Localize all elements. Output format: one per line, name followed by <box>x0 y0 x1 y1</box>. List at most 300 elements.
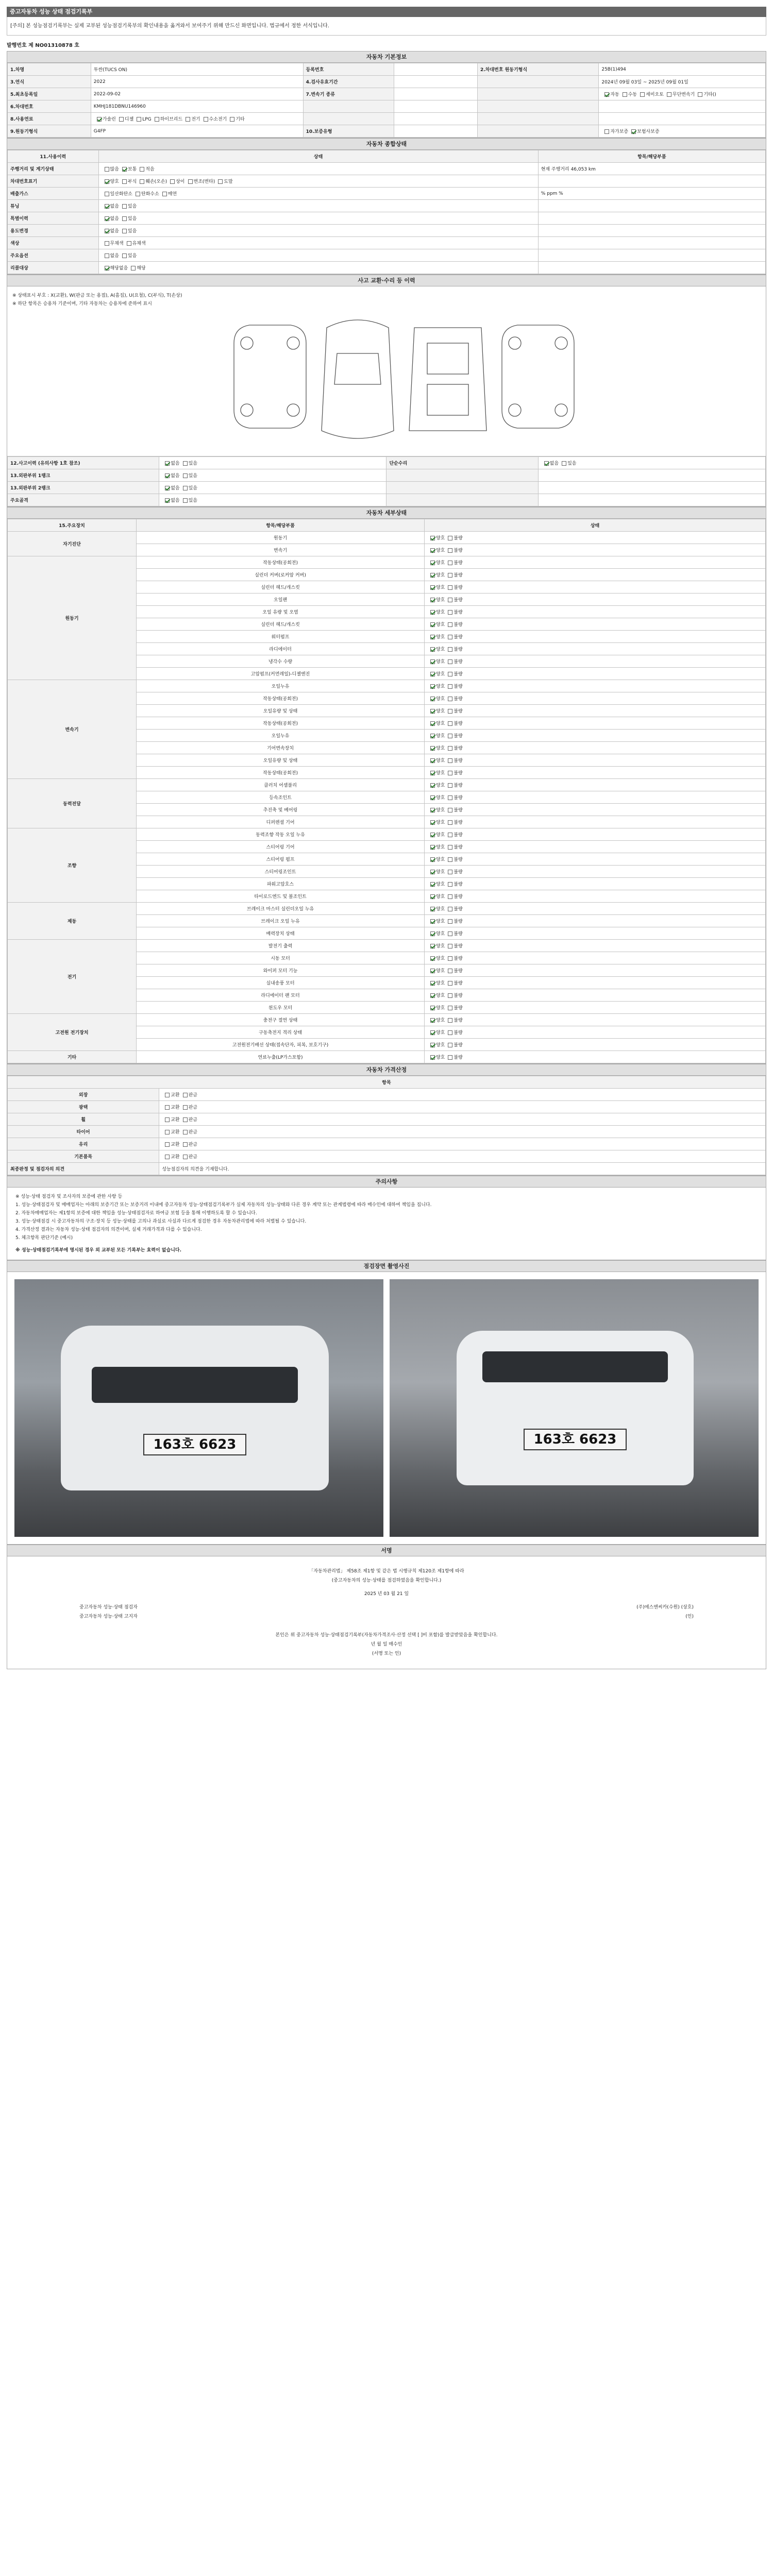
detail-status-checkbox[interactable] <box>430 1055 435 1060</box>
detail-status-checkbox[interactable] <box>430 709 435 714</box>
general-label: 특별이력 <box>8 212 99 225</box>
accident-row <box>8 494 766 506</box>
basic-info-section <box>7 51 766 138</box>
detail-status-checkbox[interactable] <box>430 734 435 738</box>
front-photo <box>14 1279 383 1537</box>
detail-status-checkbox[interactable] <box>430 585 435 590</box>
signature-section <box>7 1545 766 1669</box>
detail-status-checkbox[interactable] <box>448 882 452 887</box>
price-checkbox[interactable] <box>183 1155 188 1159</box>
basic-value-3: 2024년 09월 03일 ~ 2025년 09월 01일 <box>599 76 766 88</box>
general-checkbox[interactable] <box>136 192 140 196</box>
detail-status-checkbox[interactable] <box>448 598 452 602</box>
detail-status-option-label: 양호 <box>436 1030 445 1036</box>
general-label: 튜닝 <box>8 200 99 212</box>
general-label: 주요옵션 <box>8 249 99 262</box>
detail-status-checkbox[interactable] <box>448 919 452 924</box>
detail-status-checkbox[interactable] <box>430 981 435 986</box>
general-note <box>538 163 765 175</box>
detail-status <box>425 1039 766 1051</box>
detail-status-option-label: 불량 <box>453 993 463 998</box>
general-checkbox[interactable] <box>105 229 109 233</box>
detail-status-option-label: 불량 <box>453 907 463 912</box>
basic-value-3 <box>599 125 766 138</box>
detail-status-checkbox[interactable] <box>430 833 435 837</box>
general-options <box>98 175 538 188</box>
detail-item: 오일팬 <box>137 594 425 606</box>
detail-group: 전기 <box>8 940 137 1014</box>
price-checkbox[interactable] <box>183 1105 188 1110</box>
detail-status-option-label: 불량 <box>453 919 463 924</box>
detail-item: 배력장치 상태 <box>137 927 425 940</box>
general-checkbox[interactable] <box>122 204 127 209</box>
price-checkbox[interactable] <box>165 1117 170 1122</box>
general-checkbox[interactable] <box>122 229 127 233</box>
detail-item: 시동 모터 <box>137 952 425 964</box>
general-state-row <box>8 262 766 274</box>
fuel-checkbox[interactable] <box>186 117 190 122</box>
detail-item: 기어변속장치 <box>137 742 425 754</box>
detail-row <box>8 556 766 569</box>
detail-status <box>425 668 766 680</box>
detail-status-checkbox[interactable] <box>430 795 435 800</box>
detail-status-checkbox[interactable] <box>448 993 452 998</box>
accident-option-label: 있음 <box>188 486 197 491</box>
detail-status-checkbox[interactable] <box>430 993 435 998</box>
detail-status-checkbox[interactable] <box>448 1043 452 1047</box>
detail-status-checkbox[interactable] <box>430 598 435 602</box>
detail-item: 라디에이터 <box>137 643 425 655</box>
detail-status-option-label: 불량 <box>453 882 463 887</box>
general-note-value: % ppm % <box>541 191 563 196</box>
detail-status-checkbox[interactable] <box>430 746 435 751</box>
detail-status-checkbox[interactable] <box>448 1055 452 1060</box>
detail-status-option-label: 양호 <box>436 795 445 801</box>
detail-status-checkbox[interactable] <box>448 1006 452 1010</box>
detail-status-checkbox[interactable] <box>430 659 435 664</box>
accident-options <box>159 482 386 494</box>
price-checkbox[interactable] <box>165 1093 170 1097</box>
general-option-label: 부식 <box>127 179 137 184</box>
detail-status-checkbox[interactable] <box>448 907 452 911</box>
accident-checkbox[interactable] <box>165 461 170 466</box>
detail-status-checkbox[interactable] <box>448 857 452 862</box>
detail-status-checkbox[interactable] <box>448 561 452 565</box>
detail-status <box>425 631 766 643</box>
basic-value-2 <box>394 88 478 100</box>
detail-item: 스티어링 기어 <box>137 841 425 853</box>
price-row <box>8 1138 766 1150</box>
detail-status-checkbox[interactable] <box>430 536 435 540</box>
detail-item: 구동축전지 격리 상태 <box>137 1026 425 1039</box>
general-state-row <box>8 200 766 212</box>
general-checkbox[interactable] <box>140 179 144 184</box>
accident-row <box>8 457 766 469</box>
accident-checkbox[interactable] <box>183 473 188 478</box>
detail-status-option-label: 불량 <box>453 1018 463 1023</box>
fuel-checkbox[interactable] <box>97 117 102 122</box>
detail-status-option-label: 양호 <box>436 808 445 813</box>
accident-options-2 <box>538 469 765 482</box>
basic-value-2 <box>394 125 478 138</box>
basic-label: 3.연식 <box>8 76 91 88</box>
detail-status-checkbox[interactable] <box>448 684 452 689</box>
detail-status <box>425 866 766 878</box>
detail-status <box>425 890 766 903</box>
detail-status-checkbox[interactable] <box>430 672 435 676</box>
accident-checkbox[interactable] <box>183 498 188 503</box>
detail-status-checkbox[interactable] <box>430 870 435 874</box>
basic-label-2 <box>303 100 394 113</box>
general-option-label: 유채색 <box>132 241 146 246</box>
transmission-checkbox[interactable] <box>604 92 609 97</box>
general-checkbox[interactable] <box>105 167 109 172</box>
basic-info-row <box>8 88 766 100</box>
price-row <box>8 1101 766 1113</box>
detail-item: 작동상태(공회전) <box>137 556 425 569</box>
detail-status-checkbox[interactable] <box>430 1043 435 1047</box>
detail-status-option-label: 양호 <box>436 919 445 924</box>
legend-line-1: ※ 상태표시 부호 : X(교환), W(판금 또는 용접), A(흠집), U(요철), C(부식), T(손상) <box>12 293 182 298</box>
price-checkbox[interactable] <box>165 1155 170 1159</box>
price-option-label: 판금 <box>188 1142 197 1147</box>
fuel-option-label: 가솔린 <box>102 117 116 122</box>
price-checkbox[interactable] <box>183 1117 188 1122</box>
detail-status-checkbox[interactable] <box>448 1030 452 1035</box>
accident-label: 주요골격 <box>8 494 159 506</box>
general-options <box>98 200 538 212</box>
detail-status-checkbox[interactable] <box>448 758 452 763</box>
general-checkbox[interactable] <box>188 179 193 184</box>
simple-repair-checkbox[interactable] <box>562 461 566 466</box>
detail-status-checkbox[interactable] <box>448 771 452 775</box>
general-state-row <box>8 212 766 225</box>
detail-group: 동력전달 <box>8 779 137 828</box>
detail-status-checkbox[interactable] <box>430 684 435 689</box>
detail-status-checkbox[interactable] <box>430 647 435 652</box>
basic-info-table <box>7 63 766 138</box>
detail-status-checkbox[interactable] <box>448 845 452 850</box>
general-checkbox[interactable] <box>105 266 109 270</box>
basic-label-2: 7.변속기 종류 <box>303 88 394 100</box>
detail-status-option-label: 불량 <box>453 808 463 813</box>
detail-status-checkbox[interactable] <box>430 845 435 850</box>
general-checkbox[interactable] <box>218 179 223 184</box>
general-checkbox[interactable] <box>105 204 109 209</box>
accident-header: 사고 교환·수리 등 이력 <box>7 275 766 286</box>
accident-checkbox[interactable] <box>183 486 188 490</box>
detail-row <box>8 1051 766 1063</box>
transmission-checkbox[interactable] <box>667 92 671 97</box>
accident-table <box>7 456 766 506</box>
detail-status-checkbox[interactable] <box>448 659 452 664</box>
fuel-checkbox[interactable] <box>204 117 208 122</box>
general-checkbox[interactable] <box>162 192 167 196</box>
detail-status-option-label: 양호 <box>436 721 445 726</box>
general-option-label: 적음 <box>145 167 155 172</box>
detail-status-checkbox[interactable] <box>448 746 452 751</box>
warranty-checkbox[interactable] <box>631 129 636 134</box>
detail-status-checkbox[interactable] <box>430 944 435 948</box>
car-outline-diagram <box>7 286 766 456</box>
detail-status-checkbox[interactable] <box>430 721 435 726</box>
detail-status-option-label: 불량 <box>453 561 463 566</box>
detail-status <box>425 1026 766 1039</box>
detail-item: 충전구 절연 상태 <box>137 1014 425 1026</box>
price-label: 외장 <box>8 1089 159 1101</box>
detail-status <box>425 816 766 828</box>
detail-status-checkbox[interactable] <box>448 647 452 652</box>
general-note <box>538 200 765 212</box>
warranty-option-label: 보험사보증 <box>637 129 660 134</box>
general-checkbox[interactable] <box>105 179 109 184</box>
detail-status-checkbox[interactable] <box>448 622 452 627</box>
price-checkbox[interactable] <box>165 1142 170 1147</box>
detail-status-checkbox[interactable] <box>448 536 452 540</box>
basic-value: KMHJ181DBNU146960 <box>91 100 303 113</box>
basic-value: G4FP <box>91 125 303 138</box>
price-final-text: 성능점검자의 의견을 기재합니다. <box>159 1163 766 1175</box>
detail-status-checkbox[interactable] <box>430 635 435 639</box>
caution-line: 4. 가격산정 결과는 자동차 성능·상태 점검자의 의견이며, 실제 거래가격과 다를 수 있습니다. <box>15 1227 202 1232</box>
detail-status-checkbox[interactable] <box>448 981 452 986</box>
basic-value: 2022 <box>91 76 303 88</box>
detail-status-checkbox[interactable] <box>448 610 452 615</box>
detail-status-option-label: 양호 <box>436 734 445 739</box>
general-checkbox[interactable] <box>105 253 109 258</box>
general-option-label: 탄화수소 <box>141 192 159 197</box>
detail-status-checkbox[interactable] <box>430 697 435 701</box>
detail-status-checkbox[interactable] <box>448 697 452 701</box>
basic-value-2 <box>394 100 478 113</box>
accident-checkbox[interactable] <box>165 473 170 478</box>
general-checkbox[interactable] <box>122 179 127 184</box>
detail-status-option-label: 불량 <box>453 845 463 850</box>
general-state-row <box>8 237 766 249</box>
accident-options-2 <box>538 457 765 469</box>
general-options <box>98 249 538 262</box>
detail-status-checkbox[interactable] <box>430 956 435 961</box>
detail-status-checkbox[interactable] <box>430 820 435 825</box>
accident-label-2 <box>386 494 538 506</box>
sign-left-2: 중고자동차 성능·상태 고지자 <box>79 1614 138 1619</box>
price-option-label: 판금 <box>188 1155 197 1160</box>
basic-value-3 <box>599 88 766 100</box>
detail-status-option-label: 양호 <box>436 647 445 652</box>
detail-status <box>425 989 766 1002</box>
general-checkbox[interactable] <box>122 253 127 258</box>
detail-status-checkbox[interactable] <box>448 585 452 590</box>
detail-status <box>425 754 766 767</box>
price-option-label: 교환 <box>171 1142 180 1147</box>
detail-status-checkbox[interactable] <box>448 820 452 825</box>
detail-status-checkbox[interactable] <box>430 857 435 862</box>
detail-row <box>8 828 766 841</box>
basic-label-2: 4.검사유효기간 <box>303 76 394 88</box>
price-final-label: 최종판정 및 점검자의 의견 <box>8 1163 159 1175</box>
detail-status-checkbox[interactable] <box>448 944 452 948</box>
detail-status-option-label: 불량 <box>453 857 463 862</box>
detail-status-checkbox[interactable] <box>430 894 435 899</box>
detail-status <box>425 544 766 556</box>
accident-label: 12.사고이력 (유의사항 1호 참조) <box>8 457 159 469</box>
detail-status-checkbox[interactable] <box>430 931 435 936</box>
detail-status-option-label: 양호 <box>436 944 445 949</box>
detail-status-checkbox[interactable] <box>430 1018 435 1023</box>
detail-status-checkbox[interactable] <box>448 783 452 788</box>
detail-status <box>425 940 766 952</box>
accident-checkbox[interactable] <box>165 498 170 503</box>
fuel-checkbox[interactable] <box>155 117 159 122</box>
detail-status-checkbox[interactable] <box>448 931 452 936</box>
general-label: 배출가스 <box>8 188 99 200</box>
basic-value: 2022-09-02 <box>91 88 303 100</box>
detail-status-checkbox[interactable] <box>448 870 452 874</box>
price-options <box>159 1138 766 1150</box>
detail-status-checkbox[interactable] <box>430 1030 435 1035</box>
page-title: 중고자동차 성능 상태 점검기록부 <box>7 7 766 17</box>
price-option-label: 교환 <box>171 1130 180 1135</box>
detail-status-checkbox[interactable] <box>430 622 435 627</box>
detail-status-checkbox[interactable] <box>448 709 452 714</box>
detail-status-option-label: 양호 <box>436 548 445 553</box>
general-checkbox[interactable] <box>122 216 127 221</box>
general-note-value: 46,053 km <box>569 167 596 172</box>
detail-status-checkbox[interactable] <box>448 808 452 812</box>
detail-status-checkbox[interactable] <box>430 610 435 615</box>
accident-option-label: 있음 <box>188 461 197 466</box>
sign-right-1: (주)에스엔씨카(수원) (상호) <box>636 1605 694 1610</box>
detail-status-checkbox[interactable] <box>430 1006 435 1010</box>
detail-status-checkbox[interactable] <box>430 907 435 911</box>
detail-status-checkbox[interactable] <box>448 956 452 961</box>
accident-checkbox[interactable] <box>183 461 188 466</box>
basic-label-3 <box>477 100 598 113</box>
detail-status-checkbox[interactable] <box>448 969 452 973</box>
accident-option-label: 없음 <box>171 461 180 466</box>
detail-status-checkbox[interactable] <box>430 548 435 553</box>
detail-status-option-label: 불량 <box>453 697 463 702</box>
car-diagram <box>7 286 766 456</box>
price-checkbox[interactable] <box>183 1093 188 1097</box>
transmission-option-label: 기타() <box>703 92 716 97</box>
detail-status-checkbox[interactable] <box>448 734 452 738</box>
detail-status-checkbox[interactable] <box>430 771 435 775</box>
transmission-checkbox[interactable] <box>698 92 702 97</box>
basic-value-3 <box>599 113 766 125</box>
front-plate: 163호 6623 <box>143 1434 246 1455</box>
sign-line-1: 「자동차관리법」 제58조 제1항 및 같은 법 시행규칙 제120조 제1항에 따라 <box>309 1569 464 1574</box>
detail-item: 타이로드엔드 및 볼조인트 <box>137 890 425 903</box>
detail-status-option-label: 불량 <box>453 931 463 937</box>
basic-value-2 <box>394 76 478 88</box>
detail-status-checkbox[interactable] <box>448 548 452 553</box>
detail-status-checkbox[interactable] <box>430 808 435 812</box>
detail-status-checkbox[interactable] <box>448 573 452 578</box>
detail-status <box>425 569 766 581</box>
caution-line: 5. 체크항목 판단기준 (예시) <box>15 1235 73 1241</box>
price-checkbox[interactable] <box>183 1142 188 1147</box>
basic-info-row <box>8 113 766 125</box>
general-checkbox[interactable] <box>105 216 109 221</box>
detail-status-checkbox[interactable] <box>448 1018 452 1023</box>
basic-info-row <box>8 100 766 113</box>
fuel-option-label: 하이브리드 <box>160 117 183 122</box>
detail-status-checkbox[interactable] <box>430 758 435 763</box>
detail-status-checkbox[interactable] <box>430 573 435 578</box>
detail-status-option-label: 양호 <box>436 622 445 628</box>
detail-status-option-label: 불량 <box>453 969 463 974</box>
fuel-checkbox[interactable] <box>230 117 234 122</box>
general-checkbox[interactable] <box>140 167 144 172</box>
general-note <box>538 225 765 237</box>
general-checkbox[interactable] <box>131 266 136 270</box>
detail-status-option-label: 양호 <box>436 1043 445 1048</box>
detail-status <box>425 878 766 890</box>
general-state-row <box>8 163 766 175</box>
price-label: 광택 <box>8 1101 159 1113</box>
simple-repair-checkbox[interactable] <box>544 461 549 466</box>
detail-status-checkbox[interactable] <box>448 672 452 676</box>
detail-status <box>425 717 766 730</box>
caution-section <box>7 1176 766 1260</box>
detail-status-checkbox[interactable] <box>448 795 452 800</box>
basic-value-2 <box>394 113 478 125</box>
detail-status <box>425 532 766 544</box>
transmission-checkbox[interactable] <box>640 92 645 97</box>
fuel-checkbox[interactable] <box>119 117 124 122</box>
caution-line: 2. 자동차매매업자는 제1항의 보증에 대한 책임을 성능·상태점검자로 하여금 보험 등을 통해 이행하도록 할 수 있습니다. <box>15 1211 257 1216</box>
detail-status <box>425 742 766 754</box>
detail-status-option-label: 불량 <box>453 944 463 949</box>
price-checkbox[interactable] <box>165 1105 170 1110</box>
general-checkbox[interactable] <box>105 192 109 196</box>
general-option-label: 상이 <box>176 179 185 184</box>
general-col-header: 11.사용이력 <box>8 150 99 163</box>
detail-status-checkbox[interactable] <box>448 721 452 726</box>
general-checkbox[interactable] <box>170 179 175 184</box>
detail-status-checkbox[interactable] <box>430 783 435 788</box>
general-checkbox[interactable] <box>127 241 131 246</box>
detail-status-checkbox[interactable] <box>430 969 435 973</box>
sign-bottom-1: 본인은 위 중고자동차 성능·상태점검기록부(자동차가격조사·산정 선택 [ ]비 포함)를 발급받았음을 확인합니다. <box>275 1633 498 1638</box>
transmission-checkbox[interactable] <box>623 92 627 97</box>
price-checkbox[interactable] <box>165 1130 170 1134</box>
general-label: 주행거리 및 계기상태 <box>8 163 99 175</box>
detail-status-checkbox[interactable] <box>448 894 452 899</box>
detail-status-option-label: 불량 <box>453 548 463 553</box>
general-note <box>538 188 765 200</box>
general-checkbox[interactable] <box>122 167 127 172</box>
accident-options <box>159 469 386 482</box>
detail-status-option-label: 양호 <box>436 697 445 702</box>
general-checkbox[interactable] <box>105 241 109 246</box>
detail-item: 작동상태(공회전) <box>137 692 425 705</box>
price-checkbox[interactable] <box>183 1130 188 1134</box>
warranty-checkbox[interactable] <box>604 129 609 134</box>
detail-status-checkbox[interactable] <box>430 882 435 887</box>
basic-label: 8.사용연료 <box>8 113 91 125</box>
fuel-checkbox[interactable] <box>137 117 141 122</box>
basic-label: 9.원동기형식 <box>8 125 91 138</box>
accident-checkbox[interactable] <box>165 486 170 490</box>
caution-footer: ※ 성능·상태점검기록부에 명시된 경우 외 교부된 모든 기록부는 효력이 없습니다. <box>15 1248 181 1253</box>
detail-status-checkbox[interactable] <box>448 635 452 639</box>
detail-status-checkbox[interactable] <box>430 919 435 924</box>
detail-status-checkbox[interactable] <box>448 833 452 837</box>
detail-status-checkbox[interactable] <box>430 561 435 565</box>
accident-options <box>159 494 386 506</box>
